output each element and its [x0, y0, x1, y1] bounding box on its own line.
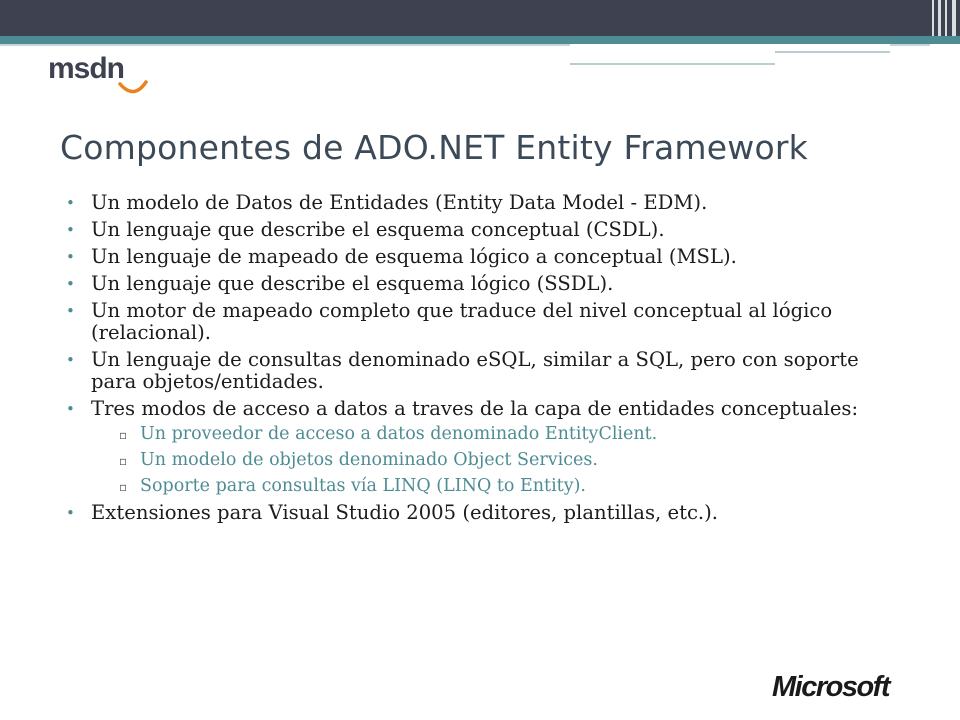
list-item: • Un lenguaje que describe el esquema conceptual (CSDL). — [66, 218, 665, 241]
list-item: • Un lenguaje de consultas denominado eSQL, similar a SQL, pero con soporte para objetos/entidades. — [66, 348, 859, 393]
sub-bullet-icon: ▫ — [119, 428, 128, 442]
msdn-logo-text: msdn — [48, 52, 125, 85]
list-item: • Tres modos de acceso a datos a traves de la capa de entidades conceptuales: ▫ Un proveedor de acceso a datos denominado EntityClient. ▫ Un modelo de objetos denominado Object Services. ▫ Soporte para consultas vía LINQ (LINQ to Entity). — [62, 398, 862, 497]
bullet-icon: • — [66, 400, 75, 418]
bullet-icon: • — [66, 248, 75, 266]
bullet-icon: • — [66, 351, 75, 369]
sub-list-item: ▫ Un proveedor de acceso a datos denominado EntityClient. — [119, 424, 658, 444]
microsoft-logo: Microsoft — [772, 671, 889, 703]
msdn-logo — [48, 52, 124, 100]
sub-bullet-list — [91, 423, 862, 497]
slide-title: Componentes de ADO.NET Entity Framework — [60, 128, 808, 167]
sub-bullet-icon: ▫ — [119, 454, 128, 468]
list-item: • Extensiones para Visual Studio 2005 (editores, plantillas, etc.). — [66, 501, 719, 524]
list-item: • Un modelo de Datos de Entidades (Entity Data Model - EDM). — [66, 191, 708, 214]
bullet-icon: • — [66, 194, 75, 212]
list-item: • Un lenguaje que describe el esquema lógico (SSDL). — [66, 272, 614, 295]
list-item: • Un lenguaje de mapeado de esquema lógico a conceptual (MSL). — [66, 245, 737, 268]
bullet-icon: • — [66, 504, 75, 522]
decorative-notch-lower — [570, 51, 775, 65]
list-item: • Un motor de mapeado completo que traduce del nivel conceptual al lógico (relacional). — [66, 299, 833, 344]
accent-bar — [0, 36, 960, 44]
bullet-icon: • — [66, 275, 75, 293]
sub-list-item: ▫ Soporte para consultas vía LINQ (LINQ to Entity). — [119, 476, 586, 496]
bullet-icon: • — [66, 302, 75, 320]
msdn-swoosh-icon — [118, 80, 148, 100]
bullet-icon: • — [66, 221, 75, 239]
bullet-list — [62, 192, 862, 529]
sub-list-item: ▫ Un modelo de objetos denominado Object Services. — [119, 450, 598, 470]
sub-bullet-icon: ▫ — [119, 480, 128, 494]
top-header-band — [0, 0, 960, 36]
decorative-stripes — [926, 0, 960, 720]
